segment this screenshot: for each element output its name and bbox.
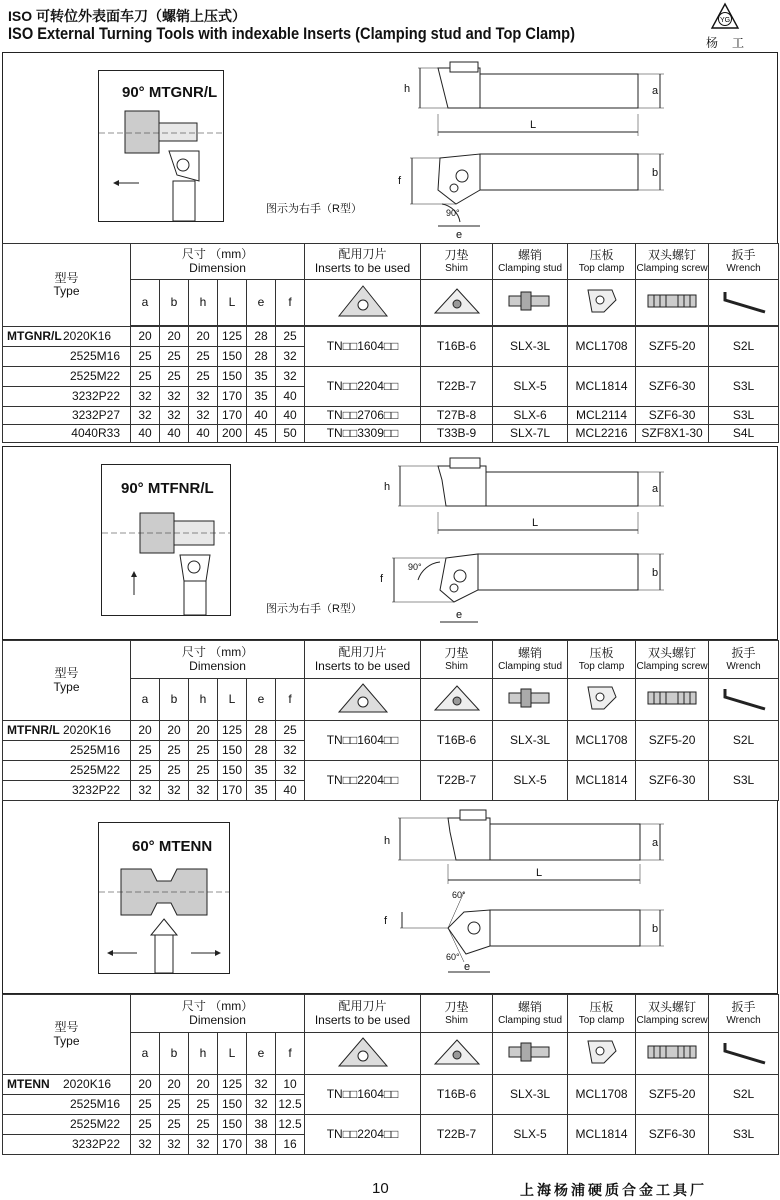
dim-col-f: f: [276, 679, 305, 721]
wrench-header: 扳手 Wrench: [709, 244, 779, 280]
stud-header: 螺销 Clamping stud: [493, 641, 568, 679]
spec-table-3: [2, 994, 779, 1155]
insert-icon: [305, 1033, 421, 1075]
clamp-icon: [568, 679, 636, 721]
dimension-header: 尺寸 （mm） Dimension: [131, 244, 305, 280]
title-en: ISO External Turning Tools with indexable Inserts (Clamping stud and Top Clamp): [8, 24, 575, 43]
dim-label-L: L: [530, 119, 537, 131]
insert-header: 配用刀片 Inserts to be used: [305, 641, 421, 679]
dim-col-a: a: [131, 1033, 160, 1075]
dimension-header: 尺寸 （mm） Dimension: [131, 995, 305, 1033]
clamp-header: 压板 Top clamp: [568, 244, 636, 280]
stud-header: 螺销 Clamping stud: [493, 244, 568, 280]
table-row: MTGNR/L2020K16 20 20 20 125 28 25 TN□□1604□□ T16B-6 SLX-3L MCL1708 SZF5-20 S2L: [3, 327, 779, 347]
dim-label-e: e: [464, 961, 471, 973]
dim-col-h: h: [189, 679, 218, 721]
table-row: 2525M22 25 25 25 150 35 32 TN□□2204□□ T22B-7 SLX-5 MCL1814 SZF6-30 S3L: [3, 367, 779, 387]
section-1-title: 90° MTGNR/L: [122, 84, 218, 101]
table-row: 3232P22 32 32 32 170 35 40: [3, 781, 779, 801]
angle-label: 90°: [446, 208, 460, 218]
insert-icon: [305, 280, 421, 326]
dim-col-e: e: [247, 1033, 276, 1075]
clamp-icon: [568, 1033, 636, 1075]
clamp-icon: [568, 280, 636, 326]
dim-label-h: h: [404, 83, 411, 95]
dim-label-f: f: [398, 175, 402, 187]
dim-col-b: b: [160, 280, 189, 326]
dim-col-f: f: [276, 280, 305, 326]
section-2-note: 图示为右手（R型）: [266, 603, 362, 615]
type-header: 型号 Type: [3, 995, 131, 1075]
section-1-tool-drawing: [390, 54, 680, 239]
shim-icon: [421, 679, 493, 721]
insert-icon: [305, 679, 421, 721]
table-row: 3232P27 32 32 32 170 40 40 TN□□2706□□ T27B-8 SLX-6 MCL2114 SZF6-30 S3L: [3, 407, 779, 425]
shim-icon: [421, 1033, 493, 1075]
table-row: 2525M16 25 25 25 150 28 32: [3, 741, 779, 761]
brand-name: 杨工: [705, 36, 758, 50]
dim-label-b: b: [652, 923, 659, 935]
shim-header: 刀垫 Shim: [421, 244, 493, 280]
dim-col-a: a: [131, 280, 160, 326]
stud-icon: [493, 280, 568, 326]
screw-icon: [636, 280, 709, 326]
section-3-tool-drawing: [370, 804, 680, 989]
clamp-header: 压板 Top clamp: [568, 995, 636, 1033]
dim-col-h: h: [189, 280, 218, 326]
wrench-icon: [709, 679, 779, 721]
dim-label-h: h: [384, 835, 391, 847]
brand-logo-icon: [710, 2, 740, 32]
dim-col-L: L: [218, 679, 247, 721]
dim-label-f: f: [384, 915, 388, 927]
table-row: MTFNR/L 2020K16 20 20 20 125 28 25 TN□□1604□□ T16B-6 SLX-3L MCL1708 SZF5-20 S2L: [3, 721, 779, 741]
shim-header: 刀垫 Shim: [421, 641, 493, 679]
table-row: 2525M16 25 25 25 150 32 12.5: [3, 1095, 779, 1115]
page-number: 10: [372, 1180, 389, 1197]
angle-label: 60°: [446, 952, 460, 962]
table-row: 2525M22 25 25 25 150 35 32 TN□□2204□□ T22B-7 SLX-5 MCL1814 SZF6-30 S3L: [3, 761, 779, 781]
dim-col-b: b: [160, 679, 189, 721]
title-cn: ISO 可转位外表面车刀（螺销上压式）: [8, 8, 247, 24]
shim-icon: [421, 280, 493, 326]
spec-table-2: [2, 640, 779, 801]
dim-label-e: e: [456, 609, 463, 621]
screw-header: 双头螺钉 Clamping screw: [636, 641, 709, 679]
type-header: 型号 Type: [3, 641, 131, 721]
table-row: MTENN 2020K16 20 20 20 125 32 10 TN□□1604□□ T16B-6 SLX-3L MCL1708 SZF5-20 S2L: [3, 1075, 779, 1095]
dim-label-h: h: [384, 481, 391, 493]
insert-header: 配用刀片 Inserts to be used: [305, 995, 421, 1033]
dim-col-L: L: [218, 1033, 247, 1075]
section-1-note: 图示为右手（R型）: [266, 203, 362, 215]
section-2-title: 90° MTFNR/L: [121, 480, 214, 497]
table-row: 2525M16 25 25 25 150 28 32: [3, 347, 779, 367]
dim-col-f: f: [276, 1033, 305, 1075]
table-row: 2525M22 25 25 25 150 38 12.5 TN□□2204□□ T22B-7 SLX-5 MCL1814 SZF6-30 S3L: [3, 1115, 779, 1135]
wrench-header: 扳手 Wrench: [709, 641, 779, 679]
wrench-icon: [709, 280, 779, 326]
screw-header: 双头螺钉 Clamping screw: [636, 995, 709, 1033]
wrench-header: 扳手 Wrench: [709, 995, 779, 1033]
clamp-header: 压板 Top clamp: [568, 641, 636, 679]
dim-label-L: L: [532, 517, 539, 529]
section-2-tool-drawing: [370, 450, 680, 635]
spec-table-1: [2, 243, 779, 443]
stud-icon: [493, 679, 568, 721]
svg-text:YG: YG: [719, 17, 731, 24]
dim-label-a: a: [652, 483, 659, 495]
shim-header: 刀垫 Shim: [421, 995, 493, 1033]
stud-icon: [493, 1033, 568, 1075]
dim-label-a: a: [652, 837, 659, 849]
company-name: 上海杨浦硬质合金工具厂: [520, 1183, 707, 1199]
insert-header: 配用刀片 Inserts to be used: [305, 244, 421, 280]
dim-col-b: b: [160, 1033, 189, 1075]
dim-label-b: b: [652, 567, 659, 579]
section-3-title: 60° MTENN: [132, 838, 213, 855]
dimension-header: 尺寸 （mm） Dimension: [131, 641, 305, 679]
screw-icon: [636, 679, 709, 721]
dim-col-h: h: [189, 1033, 218, 1075]
dim-label-L: L: [536, 867, 543, 879]
type-header: 型号 Type: [3, 244, 131, 327]
table-row: 4040R33 40 40 40 200 45 50 TN□□3309□□ T33B-9 SLX-7L MCL2216 SZF8X1-30 S4L: [3, 425, 779, 443]
dim-label-a: a: [652, 85, 659, 97]
dim-label-e: e: [456, 229, 463, 239]
angle-label: 90°: [408, 562, 422, 572]
dim-col-e: e: [247, 280, 276, 326]
angle-label: 60°: [452, 890, 466, 900]
dim-label-f: f: [380, 573, 384, 585]
screw-header: 双头螺钉 Clamping screw: [636, 244, 709, 280]
stud-header: 螺销 Clamping stud: [493, 995, 568, 1033]
table-row: 3232P22 32 32 32 170 38 16: [3, 1135, 779, 1155]
screw-icon: [636, 1033, 709, 1075]
brand: [690, 2, 760, 50]
table-row: 3232P22 32 32 32 170 35 40: [3, 387, 779, 407]
dim-col-e: e: [247, 679, 276, 721]
dim-col-L: L: [218, 280, 247, 326]
dim-label-b: b: [652, 167, 659, 179]
wrench-icon: [709, 1033, 779, 1075]
dim-col-a: a: [131, 679, 160, 721]
